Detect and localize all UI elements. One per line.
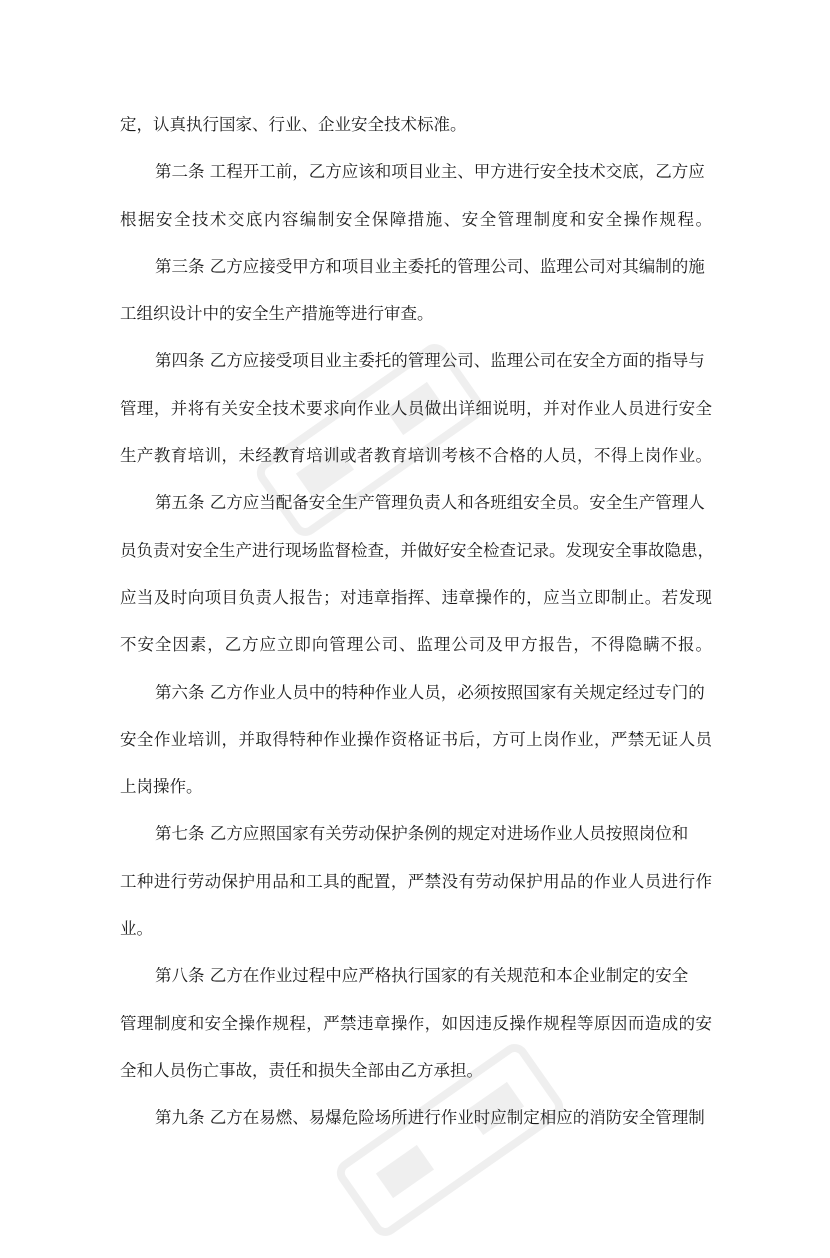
article-3-line: 第三条 乙方应接受甲方和项目业主委托的管理公司、监理公司对其编制的施 — [155, 256, 705, 276]
text-line: 管理制度和安全操作规程，严禁违章操作，如因违反操作规程等原因而造成的安 — [120, 1013, 712, 1033]
document-body — [120, 110, 712, 1151]
text-line: 根据安全技术交底内容编制安全保障措施、安全管理制度和安全操作规程。 — [120, 209, 712, 229]
article-7-line: 第七条 乙方应照国家有关劳动保护条例的规定对进场作业人员按照岗位和 — [155, 824, 689, 844]
article-8-line: 第八条 乙方在作业过程中应严格执行国家的有关规范和本企业制定的安全 — [155, 966, 689, 986]
article-6-line: 第六条 乙方作业人员中的特种作业人员，必须按照国家有关规定经过专门的 — [155, 682, 705, 702]
text-line: 定，认真执行国家、行业、企业安全技术标准。 — [120, 115, 467, 134]
text-line: 生产教育培训，未经教育培训或者教育培训考核不合格的人员，不得上岗作业。 — [120, 446, 712, 466]
text-line: 员负责对安全生产进行现场监督检查，并做好安全检查记录。发现安全事故隐患， — [120, 540, 714, 560]
article-9-line: 第九条 乙方在易燃、易爆危险场所进行作业时应制定相应的消防安全管理制 — [155, 1108, 705, 1128]
text-line: 应当及时向项目负责人报告；对违章指挥、违章操作的，应当立即制止。若发现 — [120, 587, 712, 607]
text-line: 上岗操作。 — [120, 777, 203, 797]
text-line: 全和人员伤亡事故，责任和损失全部由乙方承担。 — [120, 1060, 483, 1080]
article-2-line: 第二条 工程开工前，乙方应该和项目业主、甲方进行安全技术交底，乙方应 — [155, 162, 705, 182]
text-line: 工种进行劳动保护用品和工具的配置，严禁没有劳动保护用品的作业人员进行作 — [120, 871, 712, 891]
text-line: 业。 — [120, 919, 153, 939]
article-5-line: 第五条 乙方应当配备安全生产管理负责人和各班组安全员。安全生产管理人 — [155, 493, 705, 513]
text-line: 不安全因素，乙方应立即向管理公司、监理公司及甲方报告，不得隐瞒不报。 — [120, 635, 712, 655]
text-line: 工组织设计中的安全生产措施等进行审查。 — [120, 304, 434, 324]
article-4-line: 第四条 乙方应接受项目业主委托的管理公司、监理公司在安全方面的指导与 — [155, 351, 705, 371]
text-line: 安全作业培训，并取得特种作业操作资格证书后，方可上岗作业，严禁无证人员 — [120, 729, 712, 749]
text-line: 管理，并将有关安全技术要求向作业人员做出详细说明，并对作业人员进行安全 — [120, 398, 712, 418]
